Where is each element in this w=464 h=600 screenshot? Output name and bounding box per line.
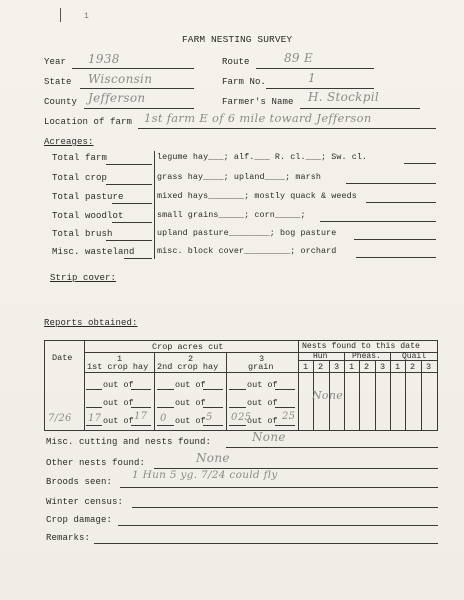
county-label: County [44,97,78,107]
acreage-detail-line [366,202,436,203]
broods-seen-line [120,487,438,488]
remarks-label: Remarks: [46,533,91,543]
acreage-row-line [106,164,152,165]
margin-small-mark: 1 [84,12,89,21]
location-value: 1st farm E of 6 mile toward Jefferson [144,111,372,125]
acreage-detail-text: grass hay____; upland____; marsh [157,172,322,182]
state-value: Wisconsin [88,72,153,86]
acreage-divider [154,151,155,259]
out-of-label: out of [103,416,134,426]
remarks-line [94,543,438,544]
acreage-row-line [124,258,152,259]
winter-census-label: Winter census: [46,497,124,507]
nests-found-header: Nests found to this date [302,342,420,351]
out-of-label: out of [175,380,206,390]
crop-col-num: 1 [117,354,123,364]
date-header: Date [52,353,73,363]
out-of-label: out of [103,380,134,390]
county-value: Jefferson [88,91,146,105]
nest-sub-num: 3 [334,362,340,372]
acreage-detail-text: small grains_____; corn_____; [157,210,306,220]
out-of-label: out of [247,380,278,390]
location-line [138,128,436,129]
report-date-value: 7/26 [48,413,72,424]
nest-group-hun: Hun [313,352,328,361]
farmer-name-label: Farmer's Name [222,97,294,107]
acreage-detail-line [404,163,436,164]
nest-sub-num: 1 [303,362,309,372]
crop-col-label: 2nd crop hay [157,362,219,372]
form-title: FARM NESTING SURVEY [182,34,293,45]
acreage-row-label: Total pasture [52,192,124,202]
report-value: 0 [160,413,167,424]
crop-damage-label: Crop damage: [46,515,113,525]
farm-no-label: Farm No. [222,77,267,87]
route-value: 89 E [284,51,314,65]
acreage-detail-text: upland pasture________; bog pasture [157,228,337,238]
farm-no-value: 1 [308,71,316,85]
farm-no-line [266,88,374,89]
crop-col-label: 1st crop hay [87,362,149,372]
route-line [256,68,374,69]
other-nests-label: Other nests found: [46,458,146,468]
county-line [84,108,194,109]
broods-seen-label: Broods seen: [46,477,113,487]
acreage-detail-line [320,221,436,222]
nests-none-value: None [312,389,344,402]
out-of-label: out of [247,398,278,408]
acreage-row-label: Total woodlot [52,211,124,221]
nest-sub-num: 3 [380,362,386,372]
crop-col-label: grain [248,362,274,372]
location-label: Location of farm [44,117,133,127]
out-of-label: out of [175,398,206,408]
nest-sub-num: 1 [395,362,401,372]
acreage-detail-text: misc. block cover_________; orchard [157,246,337,256]
crop-damage-line [118,525,438,526]
margin-tick-mark [60,8,61,22]
report-value: 17 [134,411,148,422]
acreage-row-label: Total crop [52,173,108,183]
acreage-detail-line [346,183,436,184]
report-value: 5 [206,412,213,423]
crop-col-num: 3 [259,354,265,364]
year-value: 1938 [88,52,120,66]
nest-sub-num: 1 [349,362,355,372]
state-label: State [44,77,72,87]
acreages-heading: Acreages: [44,137,94,147]
nest-sub-num: 2 [364,362,370,372]
report-value: 25 [238,412,252,423]
winter-census-line [132,507,438,508]
misc-cutting-line [226,447,438,448]
acreage-detail-line [354,239,436,240]
farmer-name-value: H. Stockpil [308,90,380,104]
acreage-detail-text: mixed hays_______; mostly quack & weeds [157,191,357,201]
nest-sub-num: 3 [426,362,432,372]
report-value: 25 [282,411,296,422]
acreage-row-label: Misc. wasteland [52,247,135,257]
nest-sub-num: 2 [318,362,324,372]
acreage-row-line [106,184,152,185]
year-label: Year [44,57,67,67]
nest-group-pheas: Pheas. [352,352,381,361]
reports-heading: Reports obtained: [44,318,138,328]
year-line [72,68,194,69]
state-line [80,88,194,89]
acreage-row-label: Total farm [52,153,108,163]
report-value: 0 [231,412,238,423]
acreage-detail-line [356,257,436,258]
nest-sub-num: 2 [410,362,416,372]
acreage-detail-text: legume hay___; alf.___ R. cl.___; Sw. cl. [157,152,368,162]
route-label: Route [222,57,250,67]
other-nests-value: None [196,451,230,465]
out-of-label: out of [247,416,278,426]
acreage-row-line [112,203,152,204]
out-of-label: out of [103,398,134,408]
acreage-row-line [106,240,152,241]
acreage-row-label: Total brush [52,229,113,239]
acreage-row-line [112,222,152,223]
nest-group-quail: Quail [402,352,427,361]
report-value: 17 [88,413,102,424]
strip-cover-label: Strip cover: [50,273,117,283]
crop-col-num: 2 [188,354,194,364]
out-of-label: out of [175,416,206,426]
misc-cutting-label: Misc. cutting and nests found: [46,437,212,447]
crop-acres-header: Crop acres cut [152,342,224,352]
broods-seen-value: 1 Hun 5 yg. 7/24 could fly [132,469,278,481]
farmer-name-line [300,108,420,109]
misc-cutting-value: None [252,430,286,444]
